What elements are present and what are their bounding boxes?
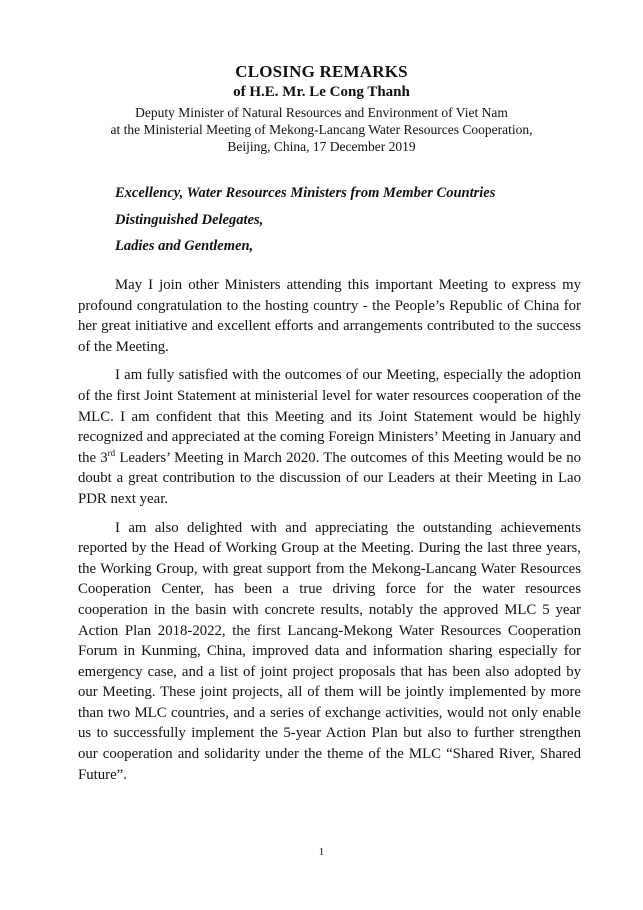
salutation-line: Distinguished Delegates,	[115, 211, 264, 228]
paragraph-outcomes-part-2: Leaders’ Meeting in March 2020. The outcomes of this Meeting would be no doubt a great contribution to the discussion of our Leaders at their Meeting in Lao PDR next year.	[78, 449, 581, 507]
paragraph-outcomes	[78, 365, 581, 509]
paragraph-achievements: I am also delighted with and appreciating the outstanding achievements reported by the Head of Working Group at the Meeting. During the last three years, the Working Group, with great support from the Mekong-Lancang Water Resources Cooperation Center, has been a true driving force for the water resources cooperation in the basin with concrete results, notably the approved MLC 5 year Action Plan 2018-2022, the first Lancang-Mekong Water Resources Cooperation Forum in Kunming, China, improved data and information sharing especially for emergency case, and a list of joint project proposals that has been also adopted by our Meeting. These joint projects, all of them will be jointly implemented by more than two MLC countries, and a series of exchange activities, would not only enable us to successfully implement the 5-year Action Plan but also to further strengthen our cooperation and solidarity under the theme of the MLC “Shared River, Shared Future”.	[78, 519, 581, 783]
place-date: Beijing, China, 17 December 2019	[227, 139, 416, 154]
salutations	[115, 183, 595, 263]
salutation-line: Ladies and Gentlemen,	[115, 238, 254, 254]
ordinal-superscript: rd	[107, 447, 116, 458]
speaker-name: of H.E. Mr. Le Cong Thanh	[233, 84, 410, 100]
paragraph-congratulation: May I join other Ministers attending this important Meeting to express my profound congratulation to the hosting country - the People’s Republic of China for her great initiative and excellent efforts and arrangements contributed to the success of the Meeting.	[78, 277, 581, 355]
event-name: at the Ministerial Meeting of Mekong-Lancang Water Resources Cooperation,	[110, 122, 533, 137]
document-title: CLOSING REMARKS	[235, 62, 408, 81]
paragraph-outcomes-part-1: I am fully satisfied with the outcomes of our Meeting, especially the adoption of the first Joint Statement at ministerial level for water resources cooperation of the MLC. I am confident that this Meeting and its Joint Statement would be highly recognized and appreciated at the coming Foreign Ministers’ Meeting in January and the 3	[78, 367, 581, 466]
speaker-position: Deputy Minister of Natural Resources and Environment of Viet Nam	[135, 105, 508, 120]
page-number: 1	[318, 846, 325, 858]
body-text	[78, 275, 581, 793]
salutation-line: Excellency, Water Resources Ministers from Member Countries	[115, 185, 496, 201]
